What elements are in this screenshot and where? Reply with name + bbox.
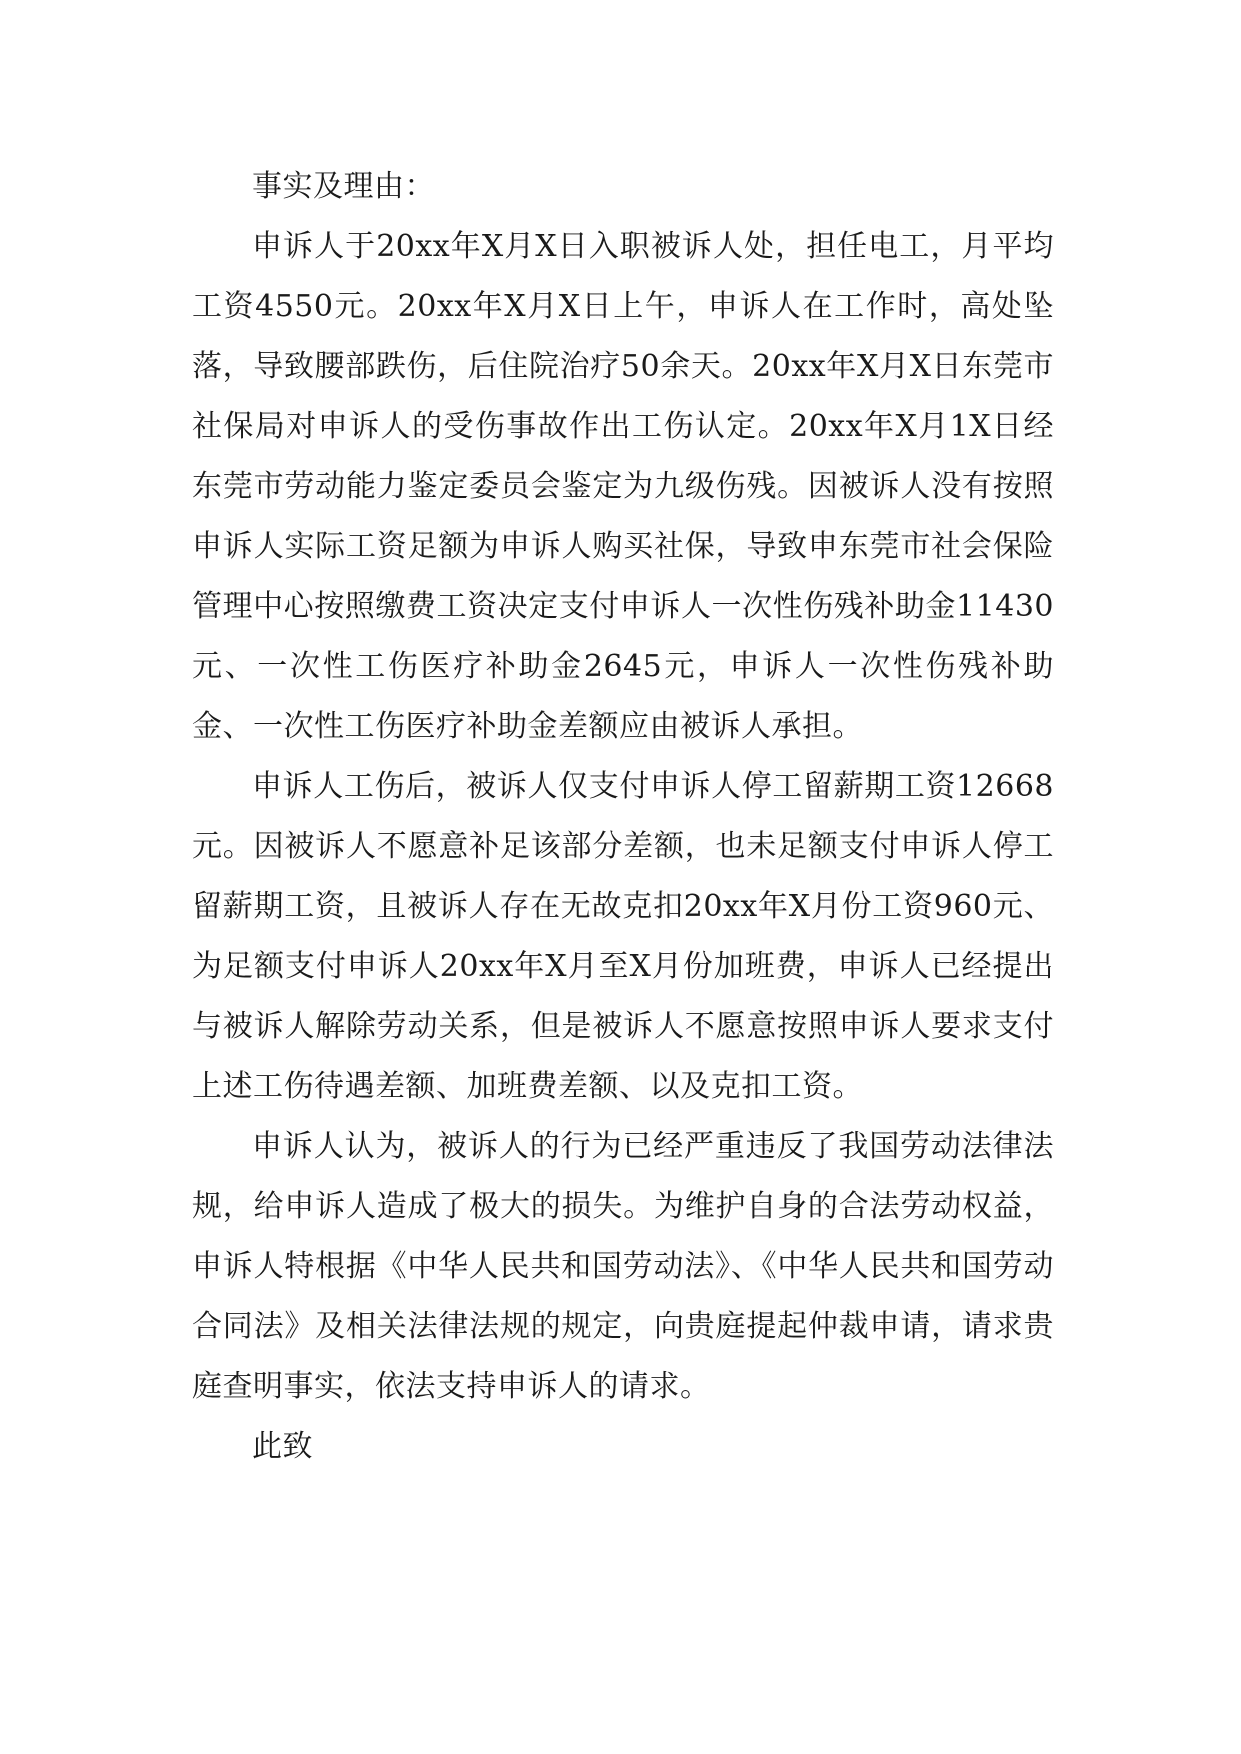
paragraph-facts: 申诉人于20xx年X月X日入职被诉人处，担任电工，月平均工资4550元。20xx年X月X日上午，申诉人在工作时，高处坠落，导致腰部跌伤，后住院治疗50余天。20xx年X月X日东莞市社保局对申诉人的受伤事故作出工伤认定。20xx年X月1X日经东莞市劳动能力鉴定委员会鉴定为九级伤残。因被诉人没有按照申诉人实际工资足额为申诉人购买社保，导致申东莞市社会保险管理中心按照缴费工资决定支付申诉人一次性伤残补助金11430元、一次性工伤医疗补助金2645元，申诉人一次性伤残补助金、一次性工伤医疗补助金差额应由被诉人承担。 — [192, 229, 1054, 744]
closing-salutation: 此致 — [252, 1429, 313, 1464]
section-heading: 事实及理由： — [252, 169, 435, 204]
paragraph-wages: 申诉人工伤后，被诉人仅支付申诉人停工留薪期工资12668元。因被诉人不愿意补足该部分差额，也未足额支付申诉人停工留薪期工资，且被诉人存在无故克扣20xx年X月份工资960元、为足额支付申诉人20xx年X月至X月份加班费，申诉人已经提出与被诉人解除劳动关系，但是被诉人不愿意按照申诉人要求支付上述工伤待遇差额、加班费差额、以及克扣工资。 — [192, 769, 1054, 1104]
document-body — [192, 157, 1054, 1477]
paragraph-claim: 申诉人认为，被诉人的行为已经严重违反了我国劳动法律法规，给申诉人造成了极大的损失。为维护自身的合法劳动权益，申诉人特根据《中华人民共和国劳动法》、《中华人民共和国劳动合同法》及相关法律法规的规定，向贵庭提起仲裁申请，请求贵庭查明事实，依法支持申诉人的请求。 — [192, 1129, 1054, 1404]
